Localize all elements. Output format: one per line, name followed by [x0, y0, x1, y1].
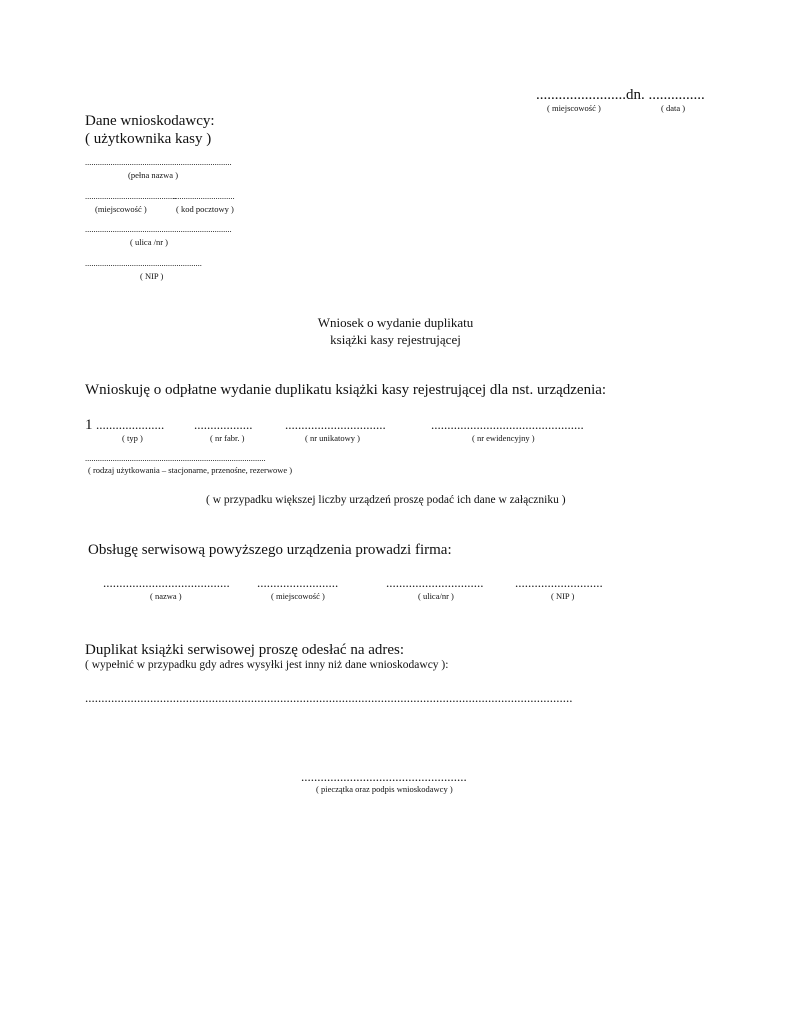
- applicant-city-field[interactable]: ...........................................: [85, 191, 177, 201]
- device-number: 1: [85, 417, 93, 433]
- usage-type-field[interactable]: .....................................................................................: [85, 453, 266, 463]
- device-fabr-field[interactable]: ..................: [194, 417, 253, 432]
- signature-label: ( pieczątka oraz podpis wnioskodawcy ): [316, 784, 453, 794]
- service-text: Obsługę serwisową powyższego urządzenia prowadzi firma:: [88, 542, 452, 558]
- document-title-line1: Wniosek o wydanie duplikatu: [317, 315, 474, 330]
- service-city-label: ( miejscowość ): [271, 591, 325, 601]
- duplicate-address-field[interactable]: ......................................................................................................................................................: [85, 690, 573, 705]
- applicant-postal-label: ( kod pocztowy ): [176, 204, 234, 214]
- applicant-street-field[interactable]: .....................................................................: [85, 224, 232, 234]
- applicant-name-label: (pełna nazwa ): [128, 170, 179, 180]
- duplicate-text: Duplikat książki serwisowej proszę odesłać na adres:: [85, 642, 405, 658]
- duplicate-subtext: ( wypełnić w przypadku gdy adres wysyłki jest inny niż dane wnioskodawcy ):: [85, 659, 449, 671]
- device-fabr-label: ( nr fabr. ): [210, 433, 245, 443]
- service-city-field[interactable]: .........................: [257, 575, 339, 590]
- date-label: ( data ): [661, 103, 686, 113]
- service-street-field[interactable]: ..............................: [386, 575, 484, 590]
- service-nip-label: ( NIP ): [551, 591, 575, 601]
- request-text: Wnioskuję o odpłatne wydanie duplikatu książki kasy rejestrującej dla nst. urządzenia:: [85, 382, 607, 398]
- device-type-field[interactable]: .....................: [96, 417, 165, 432]
- applicant-nip-label: ( NIP ): [140, 271, 164, 281]
- service-street-label: ( ulica/nr ): [418, 591, 454, 601]
- applicant-heading: Dane wnioskodawcy:: [85, 113, 215, 129]
- applicant-name-field[interactable]: .....................................................................: [85, 157, 232, 167]
- service-nip-field[interactable]: ...........................: [515, 575, 603, 590]
- device-unique-label: ( nr unikatowy ): [305, 433, 361, 443]
- applicant-city-label: (miejscowość ): [95, 204, 147, 214]
- service-name-field[interactable]: .......................................: [103, 575, 230, 590]
- device-evid-field[interactable]: ...............................................: [431, 417, 584, 432]
- usage-type-label: ( rodzaj użytkowania – stacjonarne, przenośne, rezerwowe ): [88, 465, 293, 475]
- device-unique-field[interactable]: ...............................: [285, 417, 386, 432]
- service-name-label: ( nazwa ): [150, 591, 182, 601]
- document-title-line2: książki kasy rejestrującej: [330, 332, 461, 347]
- device-type-label: ( typ ): [122, 433, 143, 443]
- applicant-subheading: ( użytkownika kasy ): [85, 131, 212, 147]
- applicant-postal-field[interactable]: .............................: [173, 191, 235, 201]
- applicant-nip-field[interactable]: .......................................................: [85, 258, 202, 268]
- multiple-devices-note: ( w przypadku większej liczby urządzeń proszę podać ich dane w załączniku ): [206, 494, 566, 506]
- place-label: ( miejscowość ): [547, 103, 601, 113]
- signature-field[interactable]: ...................................................: [301, 769, 467, 784]
- applicant-street-label: ( ulica /nr ): [130, 237, 168, 247]
- place-date-line[interactable]: ........................dn. ...............: [536, 87, 705, 103]
- device-evid-label: ( nr ewidencyjny ): [472, 433, 535, 443]
